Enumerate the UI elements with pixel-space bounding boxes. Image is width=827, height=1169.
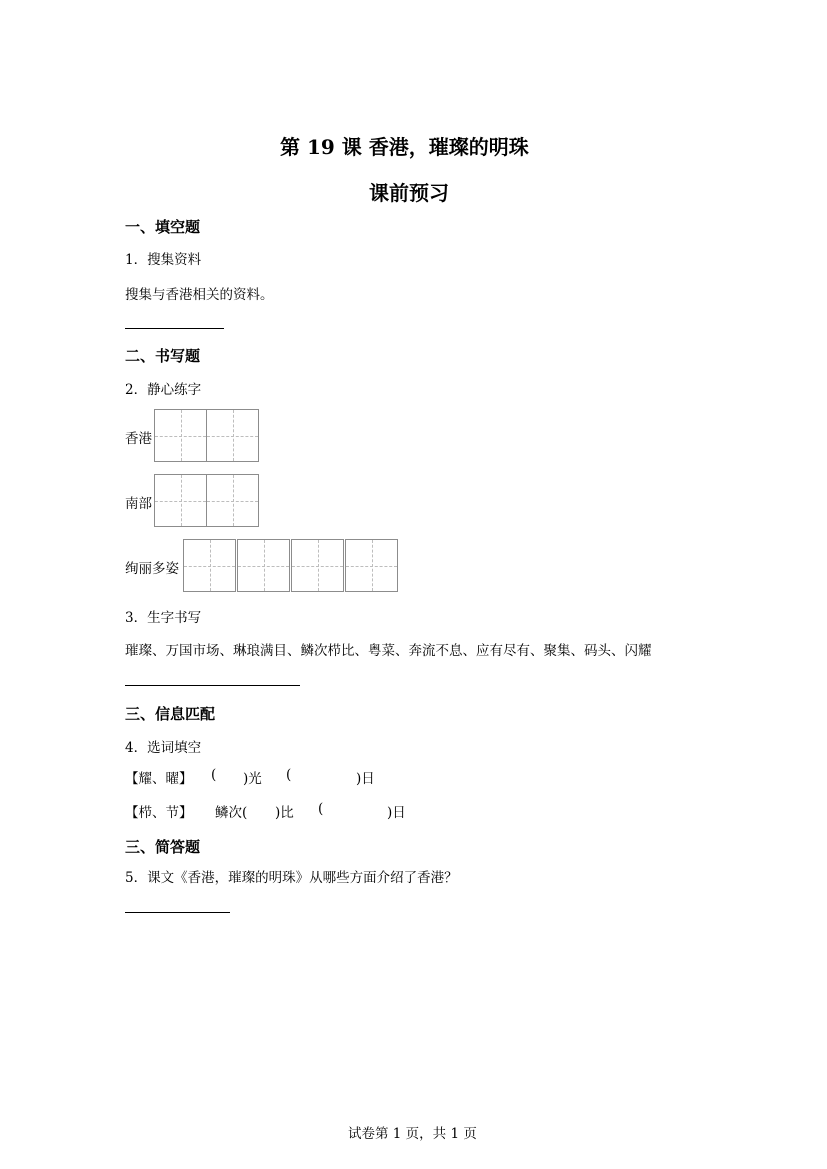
practice-word-nanbu: 南部 — [125, 496, 152, 512]
question-1-text: 搜集与香港相关的资料。 — [125, 287, 274, 303]
choice-bracket-2: 【栉、节】 — [125, 805, 193, 821]
page-title: 第 19 课 香港，璀璨的明珠 — [280, 135, 529, 159]
writing-cell[interactable] — [237, 539, 290, 592]
writing-cell[interactable] — [345, 539, 398, 592]
blank-1b-close: )日 — [356, 771, 375, 787]
practice-word-xuanli: 绚丽多姿 — [125, 561, 179, 577]
choice-bracket-1: 【耀、曜】 — [125, 771, 193, 787]
blank-2b-close: )日 — [387, 805, 406, 821]
page-footer: 试卷第 1 页，共 1 页 — [348, 1126, 477, 1142]
blank-2a-close: )比 — [275, 805, 294, 821]
section-heading-fill: 一、填空题 — [125, 218, 201, 236]
section-heading-matching: 三、信息匹配 — [125, 705, 216, 723]
writing-grid-xianggang[interactable] — [154, 409, 259, 462]
question-1-label: 1．搜集资料 — [125, 252, 202, 268]
writing-grid-xuanli[interactable] — [183, 539, 399, 592]
writing-cell[interactable] — [154, 474, 207, 527]
answer-line-5[interactable] — [125, 912, 230, 913]
section-heading-short-answer: 三、简答题 — [125, 838, 201, 856]
question-2-label: 2．静心练字 — [125, 382, 202, 398]
blank-2a-open: 鳞次( — [215, 805, 248, 821]
question-3-text: 璀璨、万国市场、琳琅满目、鳞次栉比、粤菜、奔流不息、应有尽有、聚集、码头、闪耀 — [125, 643, 652, 659]
writing-cell[interactable] — [183, 539, 236, 592]
writing-cell[interactable] — [154, 409, 207, 462]
writing-cell[interactable] — [206, 409, 259, 462]
question-5-label: 5．课文《香港，璀璨的明珠》从哪些方面介绍了香港？ — [125, 870, 458, 886]
blank-1b-open: ( — [286, 767, 292, 783]
page-subtitle: 课前预习 — [369, 181, 449, 205]
answer-line-1[interactable] — [125, 328, 224, 329]
blank-1a-open: ( — [211, 767, 217, 783]
writing-cell[interactable] — [291, 539, 344, 592]
writing-cell[interactable] — [206, 474, 259, 527]
blank-2b-open: ( — [318, 801, 324, 817]
practice-word-xianggang: 香港 — [125, 431, 152, 447]
section-heading-writing: 二、书写题 — [125, 347, 201, 365]
question-4-label: 4．选词填空 — [125, 740, 202, 756]
question-3-label: 3．生字书写 — [125, 610, 202, 626]
answer-line-3[interactable] — [125, 685, 300, 686]
blank-1a-close: )光 — [243, 771, 262, 787]
writing-grid-nanbu[interactable] — [154, 474, 259, 527]
